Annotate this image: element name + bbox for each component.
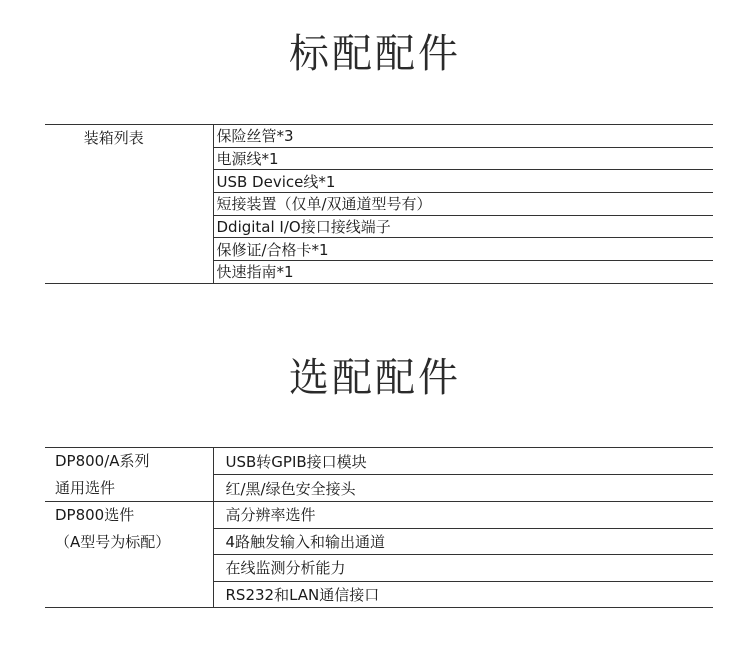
table-row <box>45 448 713 475</box>
category-line: 通用选件 <box>55 478 116 497</box>
optional-accessories-title: 选配配件 <box>289 355 461 401</box>
optional-accessories-table <box>45 447 713 608</box>
optional-group-category <box>45 502 213 608</box>
standard-item-fuse: 保险丝管*3 <box>213 125 713 148</box>
optional-item-trigger-io: 4路触发输入和输出通道 <box>213 528 713 555</box>
optional-group-category <box>45 448 213 502</box>
packing-list-category: 装箱列表 <box>45 125 213 284</box>
standard-accessories-table <box>45 124 713 284</box>
standard-item-usb-cable: USB Device线*1 <box>213 170 713 193</box>
category-line: （A型号为标配） <box>55 532 171 551</box>
category-line: DP800/A系列 <box>55 452 150 470</box>
standard-item-digital-io-terminal: Ddigital I/O接口接线端子 <box>213 215 713 238</box>
optional-item-usb-gpib: USB转GPIB接口模块 <box>213 448 713 475</box>
category-line: DP800选件 <box>55 506 135 524</box>
optional-item-safety-connectors: 红/黑/绿色安全接头 <box>213 475 713 502</box>
optional-item-high-resolution: 高分辨率选件 <box>213 502 713 529</box>
standard-item-shorting-device: 短接装置（仅单/双通道型号有） <box>213 193 713 216</box>
standard-accessories-title: 标配配件 <box>289 31 461 77</box>
standard-item-power-cord: 电源线*1 <box>213 147 713 170</box>
table-row <box>45 502 713 529</box>
optional-item-rs232-lan: RS232和LAN通信接口 <box>213 581 713 608</box>
standard-item-quick-guide: 快速指南*1 <box>213 261 713 284</box>
optional-item-online-analysis: 在线监测分析能力 <box>213 555 713 582</box>
table-row <box>45 125 713 148</box>
standard-item-warranty-card: 保修证/合格卡*1 <box>213 238 713 261</box>
